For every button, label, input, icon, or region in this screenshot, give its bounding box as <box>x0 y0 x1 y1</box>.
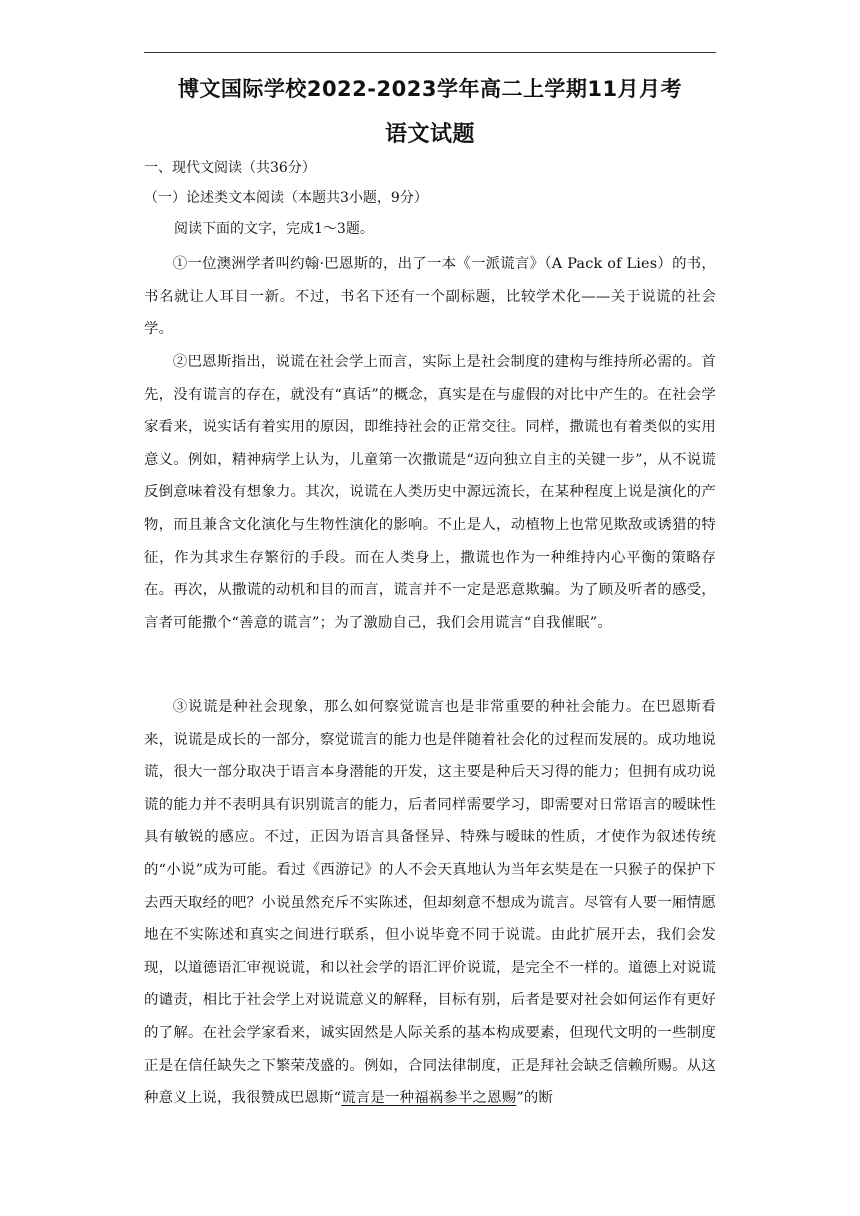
paragraph-3-tail: ”的断 <box>516 1090 554 1107</box>
paragraph-1 <box>144 248 716 346</box>
header-rule <box>144 52 716 53</box>
paragraph-3 <box>144 691 716 1115</box>
underlined-quote: 谎言是一种福祸参半之恩赐 <box>341 1090 517 1107</box>
reading-instruction: 阅读下面的文字，完成1～3题。 <box>174 221 374 237</box>
paragraph-3-body: ③说谎是种社会现象，那么如何察觉谎言也是非常重要的种社会能力。在巴恩斯看来，说谎是成长的一部分，察觉谎言的能力也是伴随着社会化的过程而发展的。成功地说谎，很大一部分取决于语言本身潜能的开发，这主要是种后天习得的能力；但拥有成功说谎的能力并不表明具有识别谎言的能力，后者同样需要学习，即需要对日常语言的暧昧性具有敏锐的感应。不过，正因为语言具备怪异、特殊与暧昧的性质，才使作为叙述传统的“小说”成为可能。看过《西游记》的人不会天真地认为当年玄奘是在一只猴子的保护下去西天取经的吧？小说虽然充斥不实陈述，但却刻意不想成为谎言。尽管有人要一厢情愿地在不实陈述和真实之间进行联系，但小说毕竟不同于说谎。由此扩展开去，我们会发现，以道德语汇审视说谎，和以社会学的语汇评价说谎，是完全不一样的。道德上对说谎的谴责，相比于社会学上对说谎意义的解释，目标有别，后者是要对社会如何运作有更好的了解。在社会学家看来，诚实固然是人际关系的基本构成要素，但现代文明的一些制度正是在信任缺失之下繁荣茂盛的。例如，合同法律制度，正是拜社会缺乏信赖所赐。从这种意义上说，我很赞成巴恩斯“ <box>144 699 716 1107</box>
exam-title: 博文国际学校2022-2023学年高二上学期11月月考 <box>177 77 683 101</box>
paragraph-2 <box>144 346 716 639</box>
paragraph-2-text: ②巴恩斯指出，说谎在社会学上而言，实际上是社会制度的建构与维持所必需的。首先，没有谎言的存在，就没有“真话”的概念，真实是在与虚假的对比中产生的。在社会学家看来，说实话有着实用的原因，即维持社会的正常交往。同样，撒谎也有着类似的实用意义。例如，精神病学上认为，儿童第一次撒谎是“迈向独立自主的关键一步”，从不说谎反倒意味着没有想象力。其次，说谎在人类历史中源远流长，在某种程度上说是演化的产物，而且兼含文化演化与生物性演化的影响。不止是人，动植物上也常见欺敌或诱猎的特征，作为其求生存繁衍的手段。而在人类身上，撒谎也作为一种维持内心平衡的策略存在。再次，从撒谎的动机和目的而言，谎言并不一定是恶意欺骗。为了顾及听者的感受，言者可能撒个“善意的谎言”；为了激励自己，我们会用谎言“自我催眠”。 <box>144 354 716 631</box>
paragraph-1-text: ①一位澳洲学者叫约翰·巴恩斯的，出了一本《一派谎言》（A Pack of Lies）的书，书名就让人耳目一新。不过，书名下还有一个副标题，比较学术化——关于说谎的社会学。 <box>144 256 716 338</box>
section-heading: 一、现代文阅读（共36分） <box>144 160 316 176</box>
exam-subtitle: 语文试题 <box>384 122 475 147</box>
subsection-heading: （一）论述类文本阅读（本题共3小题，9分） <box>144 190 428 206</box>
paragraph-3-text <box>144 691 716 1115</box>
